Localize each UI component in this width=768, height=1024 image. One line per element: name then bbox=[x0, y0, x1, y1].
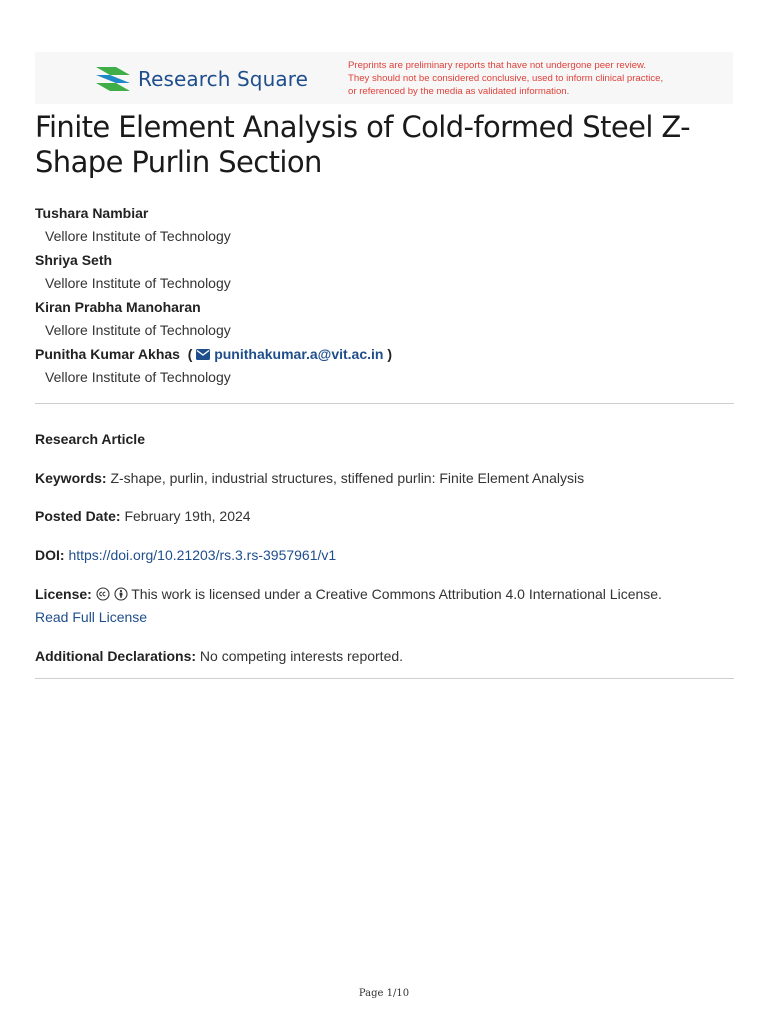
envelope-icon bbox=[196, 349, 210, 360]
doi-link[interactable]: https://doi.org/10.21203/rs.3.rs-3957961/v1 bbox=[68, 547, 337, 563]
divider bbox=[35, 678, 734, 679]
keywords-row bbox=[35, 467, 735, 490]
author-name: Punitha Kumar Akhas bbox=[35, 346, 180, 362]
preprint-notice bbox=[348, 59, 718, 98]
author-name: Kiran Prabha Manoharan bbox=[35, 299, 201, 315]
cc-icon bbox=[96, 587, 110, 601]
author-item bbox=[35, 296, 735, 343]
declarations-label: Additional Declarations: bbox=[35, 648, 197, 664]
keywords-value: Z-shape, purlin, industrial structures, stiffened purlin: Finite Element Analysis bbox=[110, 470, 585, 486]
author-item bbox=[35, 202, 735, 249]
author-affiliation: Vellore Institute of Technology bbox=[45, 228, 231, 244]
posted-date-row bbox=[35, 505, 735, 528]
author-affiliation: Vellore Institute of Technology bbox=[45, 322, 231, 338]
author-affiliation: Vellore Institute of Technology bbox=[45, 275, 231, 291]
license-text: This work is licensed under a Creative Commons Attribution 4.0 International License. bbox=[131, 586, 662, 602]
divider bbox=[35, 403, 734, 404]
author-email-link[interactable] bbox=[196, 346, 387, 362]
author-item bbox=[35, 249, 735, 296]
by-icon bbox=[114, 587, 128, 601]
license-row bbox=[35, 583, 735, 629]
declarations-value: No competing interests reported. bbox=[199, 648, 404, 664]
posted-date-value: February 19th, 2024 bbox=[124, 508, 251, 524]
author-list bbox=[35, 202, 735, 390]
notice-line: They should not be considered conclusive, used to inform clinical practice, bbox=[348, 73, 664, 84]
keywords-label: Keywords: bbox=[35, 470, 107, 486]
title-line: Finite Element Analysis of Cold-formed Steel Z- bbox=[35, 110, 691, 144]
article-type-label: Research Article bbox=[35, 431, 145, 447]
posted-date-label: Posted Date: bbox=[35, 508, 121, 524]
article-type bbox=[35, 428, 735, 451]
doi-row bbox=[35, 544, 735, 567]
declarations-row bbox=[35, 645, 735, 668]
license-label: License: bbox=[35, 586, 92, 602]
author-email: punithakumar.a@vit.ac.in bbox=[214, 346, 384, 362]
author-name: Tushara Nambiar bbox=[35, 205, 149, 221]
author-name-with-email: Punitha Kumar Akhas ( punithakumar.a@vit.ac.in ) bbox=[35, 346, 393, 362]
author-item bbox=[35, 343, 735, 390]
notice-line: Preprints are preliminary reports that have not undergone peer review. bbox=[348, 60, 647, 71]
author-name: Shriya Seth bbox=[35, 252, 113, 268]
research-square-logo-icon bbox=[94, 63, 132, 95]
title-line: Shape Purlin Section bbox=[35, 145, 322, 179]
logo-text: Research Square bbox=[138, 67, 309, 91]
research-square-logo[interactable] bbox=[94, 63, 308, 95]
paper-title bbox=[35, 110, 735, 180]
author-affiliation: Vellore Institute of Technology bbox=[45, 369, 231, 385]
doi-label: DOI: bbox=[35, 547, 65, 563]
page-number: Page 1/10 bbox=[358, 988, 410, 999]
notice-line: or referenced by the media as validated information. bbox=[348, 86, 570, 97]
read-full-license-link[interactable]: Read Full License bbox=[35, 609, 148, 625]
